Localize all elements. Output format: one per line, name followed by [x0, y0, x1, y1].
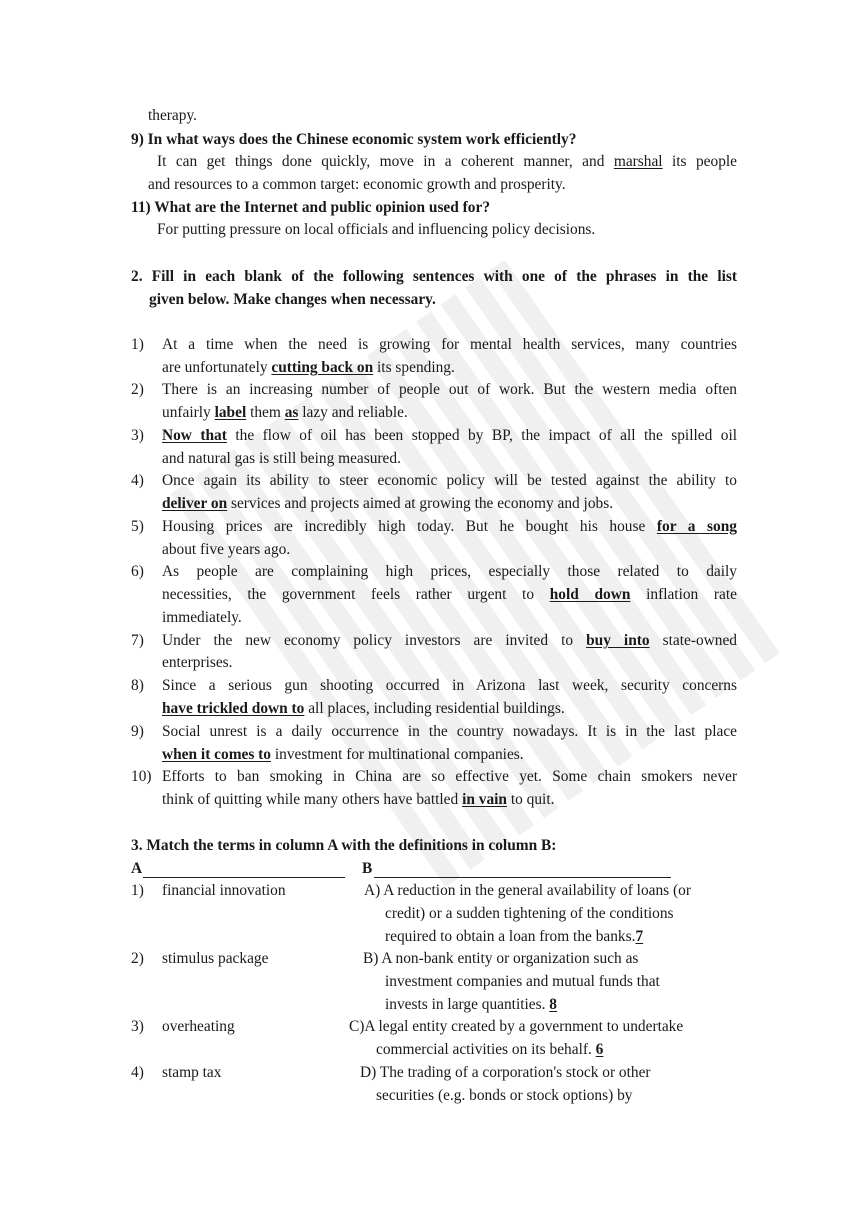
- match-number: 1): [131, 882, 144, 899]
- definition-b-line1: B) A non-bank entity or organization such as: [363, 950, 639, 967]
- therapy-text: therapy.: [148, 107, 197, 124]
- definition-a-line2: credit) or a sudden tightening of the conditions: [385, 905, 674, 922]
- definition-c-line1: C)A legal entity created by a government to undertake: [349, 1018, 684, 1035]
- item-5-line2: about five years ago.: [162, 541, 291, 558]
- item-number: 6): [131, 563, 144, 580]
- item-3-line2: and natural gas is still being measured.: [162, 450, 401, 467]
- item-10-line2: think of quitting while many others have battled in vain to quit.: [162, 791, 555, 808]
- item-number: 10): [131, 768, 152, 785]
- item-6-line3: immediately.: [162, 609, 242, 626]
- item-8-line2: have trickled down to all places, including residential buildings.: [162, 700, 565, 717]
- match-number: 2): [131, 950, 144, 967]
- question-11: 11) What are the Internet and public opinion used for?: [131, 199, 491, 216]
- question-9: 9) In what ways does the Chinese economic system work efficiently?: [131, 131, 577, 148]
- answer-9-line1: It can get things done quickly, move in a coherent manner, and marshal its people: [157, 153, 737, 170]
- term-overheating: overheating: [162, 1018, 235, 1035]
- match-number: 4): [131, 1064, 144, 1081]
- item-number: 8): [131, 677, 144, 694]
- column-b-header: B: [362, 860, 373, 877]
- definition-d-line2: securities (e.g. bonds or stock options) by: [376, 1087, 633, 1104]
- section2-heading-line1: 2. Fill in each blank of the following sentences with one of the phrases in the list: [131, 268, 737, 285]
- item-number: 1): [131, 336, 144, 353]
- answer-9-line2: and resources to a common target: economic growth and prosperity.: [148, 176, 566, 193]
- item-10-line1: Efforts to ban smoking in China are so effective yet. Some chain smokers never: [162, 768, 737, 785]
- term-stamp-tax: stamp tax: [162, 1064, 222, 1081]
- item-1-line1: At a time when the need is growing for mental health services, many countries: [162, 336, 737, 353]
- item-number: 3): [131, 427, 144, 444]
- item-number: 2): [131, 381, 144, 398]
- item-8-line1: Since a serious gun shooting occurred in Arizona last week, security concerns: [162, 677, 737, 694]
- item-3-line1: Now that the flow of oil has been stopped by BP, the impact of all the spilled oil: [162, 427, 737, 444]
- column-b-rule: [374, 877, 671, 878]
- item-number: 7): [131, 632, 144, 649]
- answer-number: 7: [635, 928, 644, 945]
- item-4-line1: Once again its ability to steer economic policy will be tested against the ability to: [162, 472, 737, 489]
- item-5-line1: Housing prices are incredibly high today. But he bought his house for a song: [162, 518, 737, 535]
- item-6-line2: necessities, the government feels rather urgent to hold down inflation rate: [162, 586, 737, 603]
- definition-b-line2: investment companies and mutual funds that: [385, 973, 660, 990]
- definition-a-line1: A) A reduction in the general availability of loans (or: [364, 882, 691, 899]
- answer-number: 8: [549, 996, 557, 1013]
- item-4-line2: deliver on services and projects aimed at growing the economy and jobs.: [162, 495, 614, 512]
- match-number: 3): [131, 1018, 144, 1035]
- definition-c-line2: commercial activities on its behalf. 6: [376, 1041, 604, 1058]
- item-number: 9): [131, 723, 144, 740]
- item-1-line2: are unfortunately cutting back on its spending.: [162, 359, 455, 376]
- item-6-line1: As people are complaining high prices, especially those related to daily: [162, 563, 737, 580]
- item-number: 5): [131, 518, 144, 535]
- definition-a-line3: required to obtain a loan from the banks.7: [385, 928, 644, 945]
- answer-11: For putting pressure on local officials and influencing policy decisions.: [157, 221, 596, 238]
- item-7-line1: Under the new economy policy investors are invited to buy into state-owned: [162, 632, 737, 649]
- section3-heading: 3. Match the terms in column A with the definitions in column B:: [131, 837, 557, 854]
- item-2-line1: There is an increasing number of people out of work. But the western media often: [162, 381, 737, 398]
- definition-d-line1: D) The trading of a corporation's stock or other: [360, 1064, 651, 1081]
- item-9-line1: Social unrest is a daily occurrence in the country nowadays. It is in the last place: [162, 723, 737, 740]
- item-number: 4): [131, 472, 144, 489]
- column-a-header: A: [131, 860, 143, 877]
- item-9-line2: when it comes to investment for multinational companies.: [162, 746, 524, 763]
- item-7-line2: enterprises.: [162, 654, 233, 671]
- term-stimulus-package: stimulus package: [162, 950, 269, 967]
- section2-heading-line2: given below. Make changes when necessary.: [149, 291, 436, 308]
- item-2-line2: unfairly label them as lazy and reliable.: [162, 404, 408, 421]
- answer-number: 6: [595, 1041, 604, 1058]
- definition-b-line3: invests in large quantities. 8: [385, 996, 557, 1013]
- column-a-rule: [143, 877, 345, 878]
- term-financial-innovation: financial innovation: [162, 882, 286, 899]
